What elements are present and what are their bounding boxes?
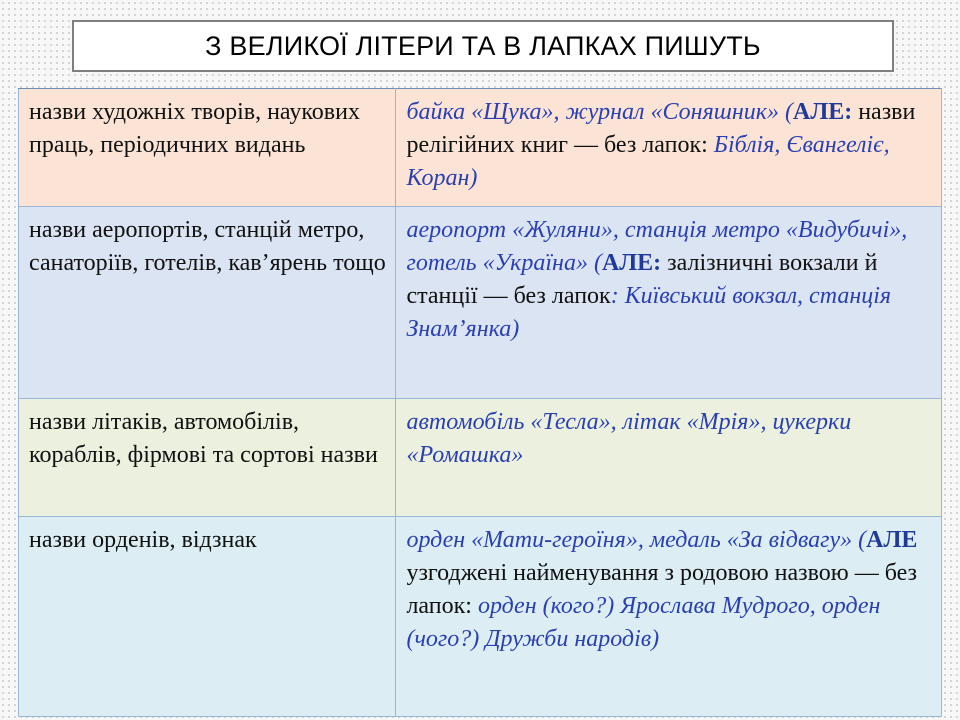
example-italic: байка «Щука», журнал «Соняшник» ( [406, 99, 793, 125]
table-row [19, 207, 942, 399]
example-italic: автомобіль «Тесла», літак «Мрія», цукерки «Ромашка» [406, 409, 852, 468]
exception-label: АЛЕ: [601, 250, 662, 276]
example-italic: орден «Мати-героїня», медаль «За відвагу» ( [406, 527, 867, 553]
table-row [19, 399, 942, 517]
exception-label: АЛЕ: [792, 99, 853, 125]
example-cell [396, 89, 942, 207]
exception-examples: орден (кого?) Ярослава Мудрого, орден (чого?) Дружби народів) [406, 593, 881, 652]
exception-text: узгоджені найменування з родовою назвою — без лапок: [406, 560, 918, 619]
example-cell [396, 399, 942, 517]
category-cell: назви художніх творів, наукових праць, періодичних видань [19, 89, 396, 207]
exception-label: АЛЕ [866, 527, 918, 553]
exception-examples: Біблія, Євангеліє, Коран) [406, 132, 890, 191]
exception-examples: : Київський вокзал, станція Знам’янка) [406, 283, 892, 342]
category-cell: назви літаків, автомобілів, кораблів, фірмові та сортові назви [19, 399, 396, 517]
exception-text: залізничні вокзали й станції — без лапок [406, 250, 878, 309]
category-cell: назви орденів, відзнак [19, 517, 396, 717]
example-cell [396, 517, 942, 717]
rules-table [18, 88, 942, 717]
table-row [19, 517, 942, 717]
exception-text: назви релігійних книг — без лапок: [406, 99, 916, 158]
table-row [19, 89, 942, 207]
slide-title: З ВЕЛИКОЇ ЛІТЕРИ ТА В ЛАПКАХ ПИШУТЬ [72, 20, 894, 72]
example-cell [396, 207, 942, 399]
example-italic: аеропорт «Жуляни», станція метро «Видубичі», готель «Україна» ( [406, 217, 908, 276]
category-cell: назви аеропортів, станцій метро, санаторіїв, готелів, кав’ярень тощо [19, 207, 396, 399]
